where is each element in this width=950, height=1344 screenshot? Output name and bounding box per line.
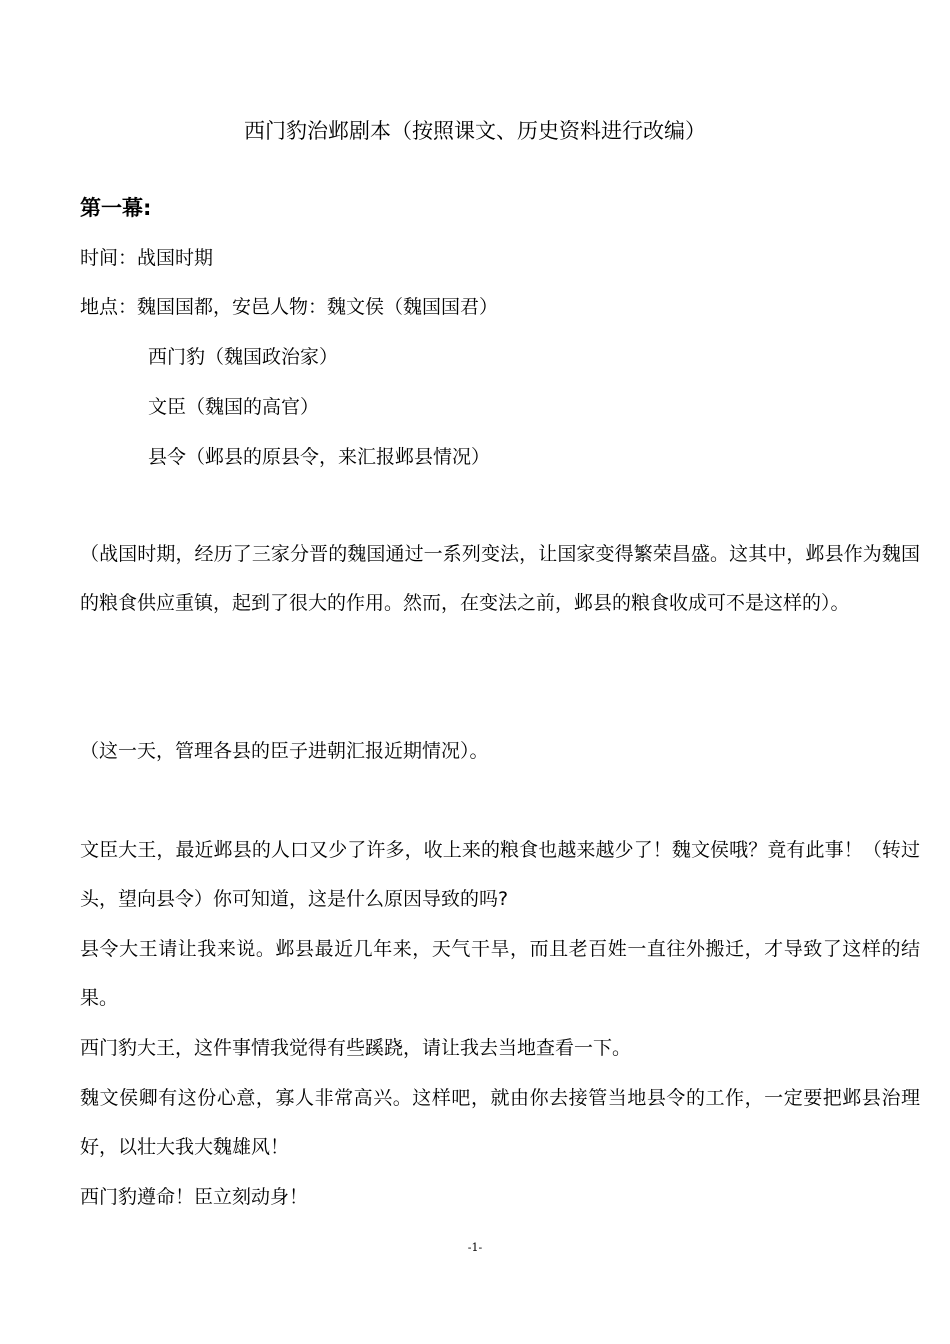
character-line: 西门豹（魏国政治家） bbox=[148, 346, 339, 368]
place-line: 地点：魏国国都，安邑人物：魏文侯（魏国国君） bbox=[80, 296, 499, 318]
character-line: 县令（邺县的原县令，来汇报邺县情况） bbox=[148, 446, 491, 468]
dialogue-line: 魏文侯卿有这份心意，寡人非常高兴。这样吧，就由你去接管当地县令的工作，一定要把邺县治理好，以壮大我大魏雄风！ bbox=[80, 1087, 920, 1158]
dialogue-line: 西门豹遵命！臣立刻动身！ bbox=[80, 1186, 309, 1208]
page-number: -1- bbox=[467, 1241, 483, 1254]
dialogue-line: 西门豹大王，这件事情我觉得有些蹊跷，请让我去当地查看一下。 bbox=[80, 1037, 632, 1059]
dialogue-line: 县令大王请让我来说。邺县最近几年来，天气干旱，而且老百姓一直往外搬迁，才导致了这样的结果。 bbox=[80, 938, 920, 1009]
document-title: 西门豹治邺剧本（按照课文、历史资料进行改编） bbox=[244, 119, 706, 143]
stage-direction: （这一天，管理各县的臣子进朝汇报近期情况）。 bbox=[80, 740, 489, 762]
character-line: 文臣（魏国的高官） bbox=[148, 396, 320, 418]
stage-direction: （战国时期，经历了三家分晋的魏国通过一系列变法，让国家变得繁荣昌盛。这其中，邺县作为魏国的粮食供应重镇，起到了很大的作用。然而，在变法之前，邺县的粮食收成可不是这样的）。 bbox=[80, 543, 920, 614]
act-heading: 第一幕: bbox=[80, 196, 152, 220]
time-line: 时间：战国时期 bbox=[80, 247, 214, 269]
dialogue-line: 文臣大王，最近邺县的人口又少了许多，收上来的粮食也越来越少了！魏文侯哦？竟有此事！（转过头，望向县令）你可知道，这是什么原因导致的吗? bbox=[80, 839, 920, 910]
